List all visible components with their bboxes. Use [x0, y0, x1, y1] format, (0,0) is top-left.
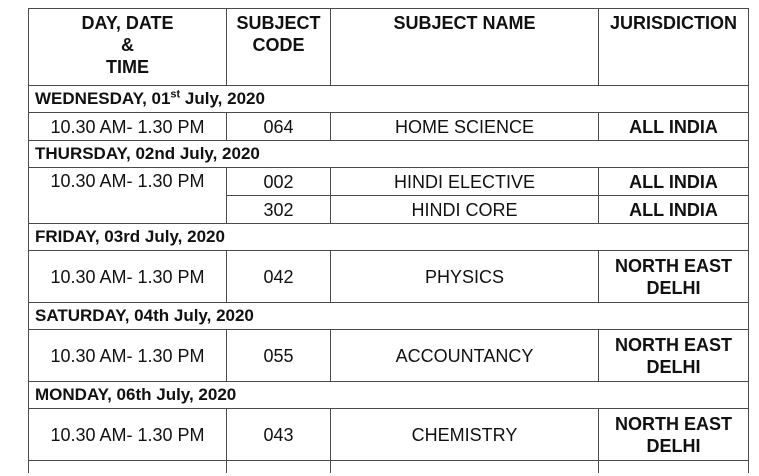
day-label: FRIDAY, 03rd July, 2020 [29, 224, 749, 251]
jurisdiction-cell: NORTH EAST DELHI [599, 409, 749, 461]
time-cell: 10.30 AM- 1.30 PM [29, 409, 227, 461]
header-row [29, 9, 749, 86]
subject-code-cell: 043 [227, 409, 331, 461]
time-cell: 10.30 AM- 1.30 PM [29, 168, 227, 224]
jurisdiction-cell: NORTH EAST DELHI [599, 330, 749, 382]
header-subject-name: SUBJECT NAME [331, 9, 599, 86]
subject-code-cell: 302 [227, 196, 331, 224]
header-day-date-line2: & [121, 35, 134, 55]
header-code-line2: CODE [252, 35, 305, 55]
day-row [29, 224, 749, 251]
table-row [29, 409, 749, 461]
day-row [29, 382, 749, 409]
header-day-date-line1: DAY, DATE [81, 13, 174, 33]
table-row [29, 330, 749, 382]
exam-schedule [28, 8, 748, 473]
jurisdiction-cell: NORTH EAST DELHI [599, 251, 749, 303]
table-row [29, 168, 749, 196]
table-row [29, 251, 749, 303]
subject-name-cell: PHYSICS [331, 251, 599, 303]
subject-name-cell: ACCOUNTANCY [331, 330, 599, 382]
day-label: WEDNESDAY, 01st July, 2020 [29, 86, 749, 113]
day-label: SATURDAY, 04th July, 2020 [29, 303, 749, 330]
subject-name-cell: HINDI CORE [331, 196, 599, 224]
day-label: MONDAY, 06th July, 2020 [29, 382, 749, 409]
day-label: THURSDAY, 02nd July, 2020 [29, 141, 749, 168]
header-jurisdiction: JURISDICTION [599, 9, 749, 86]
time-cell: 10.30 AM- 1.30 PM [29, 251, 227, 303]
exam-schedule-table [28, 8, 749, 473]
subject-name-cell: CHEMISTRY [331, 409, 599, 461]
header-day-date-time [29, 9, 227, 86]
header-day-date-line3: TIME [106, 57, 149, 77]
subject-name-cell: HINDI ELECTIVE [331, 168, 599, 196]
header-subject-code [227, 9, 331, 86]
subject-code-cell: 042 [227, 251, 331, 303]
table-row [29, 113, 749, 141]
day-row [29, 86, 749, 113]
header-code-line1: SUBJECT [236, 13, 321, 33]
jurisdiction-cell: ALL INDIA [599, 113, 749, 141]
time-cell: 10.30 AM- 1.30 PM [29, 330, 227, 382]
subject-code-cell: 002 [227, 168, 331, 196]
subject-name-cell: HOME SCIENCE [331, 113, 599, 141]
table-row-cutoff [29, 461, 749, 474]
day-row [29, 141, 749, 168]
day-row [29, 303, 749, 330]
jurisdiction-cell: ALL INDIA [599, 196, 749, 224]
subject-code-cell: 064 [227, 113, 331, 141]
time-cell: 10.30 AM- 1.30 PM [29, 113, 227, 141]
subject-code-cell: 055 [227, 330, 331, 382]
jurisdiction-cell: ALL INDIA [599, 168, 749, 196]
